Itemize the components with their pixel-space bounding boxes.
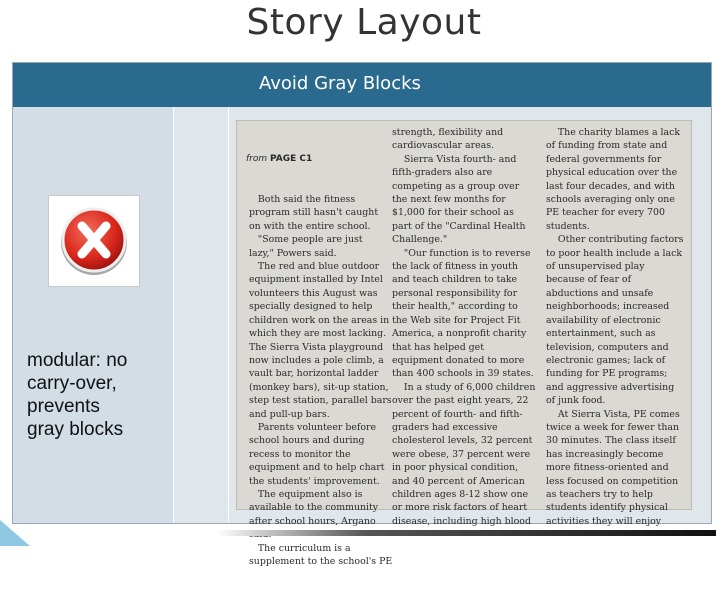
table-header-text: Avoid Gray Blocks (259, 73, 421, 94)
table-header (13, 63, 711, 107)
page-label: PAGE C1 (270, 153, 313, 164)
from-page-label (246, 153, 388, 166)
footer-bar (216, 530, 716, 536)
left-description: modular: no carry-over, prevents gray blocks (27, 350, 128, 440)
clipping-column-3: The charity blames a lack of funding from state and federal governments for physical education over the last four decades, and with schools averaging only one PE teacher for every 700 students. Other contributing factors to poor health include a lack of unsupervised play because of fear of abductions and unsafe neighborhoods; increased availability of electronic entertainment, such as television, computers and electronic games; lack of funding for PE programs; and aggressive advertising of junk food. At Sierra Vista, PE comes twice a week for fewer than 30 minutes. The class itself has increasingly become more fitness-oriented and less focused on competition as teachers try to help students identify physical activities they will enjoy (546, 127, 684, 527)
left-column (13, 107, 174, 523)
red-x-icon (48, 195, 140, 287)
slide-title: Story Layout (246, 2, 482, 43)
clipping-column-1-text: Both said the fitness program still hasn't caught on with the entire school. "Some people are just lazy," Powers said. The red and blue outdoor equipment installed by Intel volunteers this August was specially designed to help children work on the areas in which they are most lacking. The Sierra Vista playground now includes a pole climb, a vault bar, horizontal ladder (monkey bars), sit-up station, step test station, parallel bars and pull-up bars. Parents volunteer before school hours and during recess to monitor the equipment and to help chart the students' improvement. The equipment also is available to the community after school hours, Argano The curriculum is a supplement to the school's PE (248, 194, 393, 567)
clipping-column-2: strength, flexibility and cardiovascular areas. Sierra Vista fourth- and fifth-graders also are competing as a group over the next few months for $1,000 for their school as part of the "Cardinal Health Challenge." "Our function is to reverse the lack of fitness in youth and teach children to take personal responsibility for their health," according to the Web site for Project Fit America, a nonprofit charity that has helped get equipment donated to more than 400 schools in 39 states. In a study of 6,000 children over the past eight years, 22 percent of fourth- and fifth- graders had excessive cholesterol levels, 32 percent were obese, 37 percent were in poor physical condition, and 40 percent of American children ages 8-12 show one or more risk factors of heart disease, including high blood (392, 127, 536, 527)
from-label: from (246, 153, 268, 164)
red-x-icon-graphic (49, 196, 139, 286)
clipping-column-1 (246, 126, 393, 595)
footer-accent (0, 520, 30, 546)
newspaper-clipping (236, 120, 692, 567)
middle-column (174, 107, 229, 523)
